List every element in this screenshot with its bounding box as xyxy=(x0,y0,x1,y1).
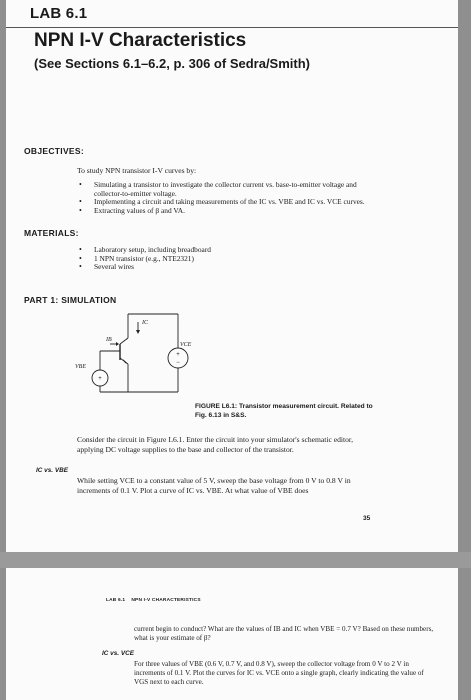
running-head: LAB 6.1 NPN I-V CHARACTERISTICS xyxy=(106,598,201,603)
page-35 xyxy=(6,0,458,552)
circuit-diagram xyxy=(70,310,210,410)
figure-caption: FIGURE L6.1: Transistor measurement circuit. Related to Fig. 6.13 in S&S. xyxy=(195,403,373,419)
label-ib: IB xyxy=(106,337,112,343)
page-subtitle: (See Sections 6.1–6.2, p. 306 of Sedra/Smith) xyxy=(34,56,310,71)
label-vce: VCE xyxy=(180,342,192,348)
page-36 xyxy=(6,568,458,700)
svg-text:−: − xyxy=(176,360,180,366)
label-ic: IC xyxy=(142,320,148,326)
label-vbe: VBE xyxy=(75,364,86,370)
page-gap xyxy=(0,552,471,568)
objectives-list xyxy=(77,181,377,216)
ic-vbe-heading: IC vs. VBE xyxy=(36,467,68,474)
objectives-intro: To study NPN transistor I-V curves by: xyxy=(77,166,197,175)
ic-vce-heading: IC vs. VCE xyxy=(102,650,134,657)
page-number: 35 xyxy=(363,515,371,522)
material-item: • Laboratory setup, including breadboard xyxy=(77,246,377,255)
materials-list xyxy=(77,246,377,272)
part1-heading: PART 1: SIMULATION xyxy=(24,295,117,305)
objective-item: • Implementing a circuit and taking measurements of the IC vs. VBE and IC vs. VCE curves. xyxy=(77,198,377,207)
objective-item: • Extracting values of β and VA. xyxy=(77,207,377,216)
ic-vce-text: For three values of VBE (0.6 V, 0.7 V, and 0.8 V), sweep the collector voltage from 0 V to 2 V in increments of 0.1 V. Plot the curves for IC vs. VCE onto a single graph, clearly indicating the value of VGS next to each curve. xyxy=(134,660,424,686)
svg-text:+: + xyxy=(176,352,180,358)
paragraph-intro: Consider the circuit in Figure L6.1. Enter the circuit into your simulator's schematic editor, applying DC voltage supplies to the base and collector of the transistor. xyxy=(77,435,354,454)
objective-item: • Simulating a transistor to investigate the collector current vs. base-to-emitter voltage and collector-to-emitter voltage. xyxy=(77,181,377,198)
lab-tag: LAB 6.1 xyxy=(30,5,88,22)
continued-text: current begin to conduct? What are the values of IB and IC when VBE = 0.7 V? Based on these numbers, what is your estimate of β? xyxy=(134,625,434,642)
header-rule xyxy=(6,27,458,28)
material-item: • Several wires xyxy=(77,263,377,272)
ic-vbe-text: While setting VCE to a constant value of 5 V, sweep the base voltage from 0 V to 0.8 V in increments of 0.1 V. Plot a curve of IC vs. VBE. At what value of VBE does xyxy=(77,476,351,495)
material-item: • 1 NPN transistor (e.g., NTE2321) xyxy=(77,255,377,264)
objectives-heading: OBJECTIVES: xyxy=(24,146,84,156)
svg-text:+: + xyxy=(98,376,102,382)
page-title: NPN I-V Characteristics xyxy=(34,30,247,51)
materials-heading: MATERIALS: xyxy=(24,228,79,238)
